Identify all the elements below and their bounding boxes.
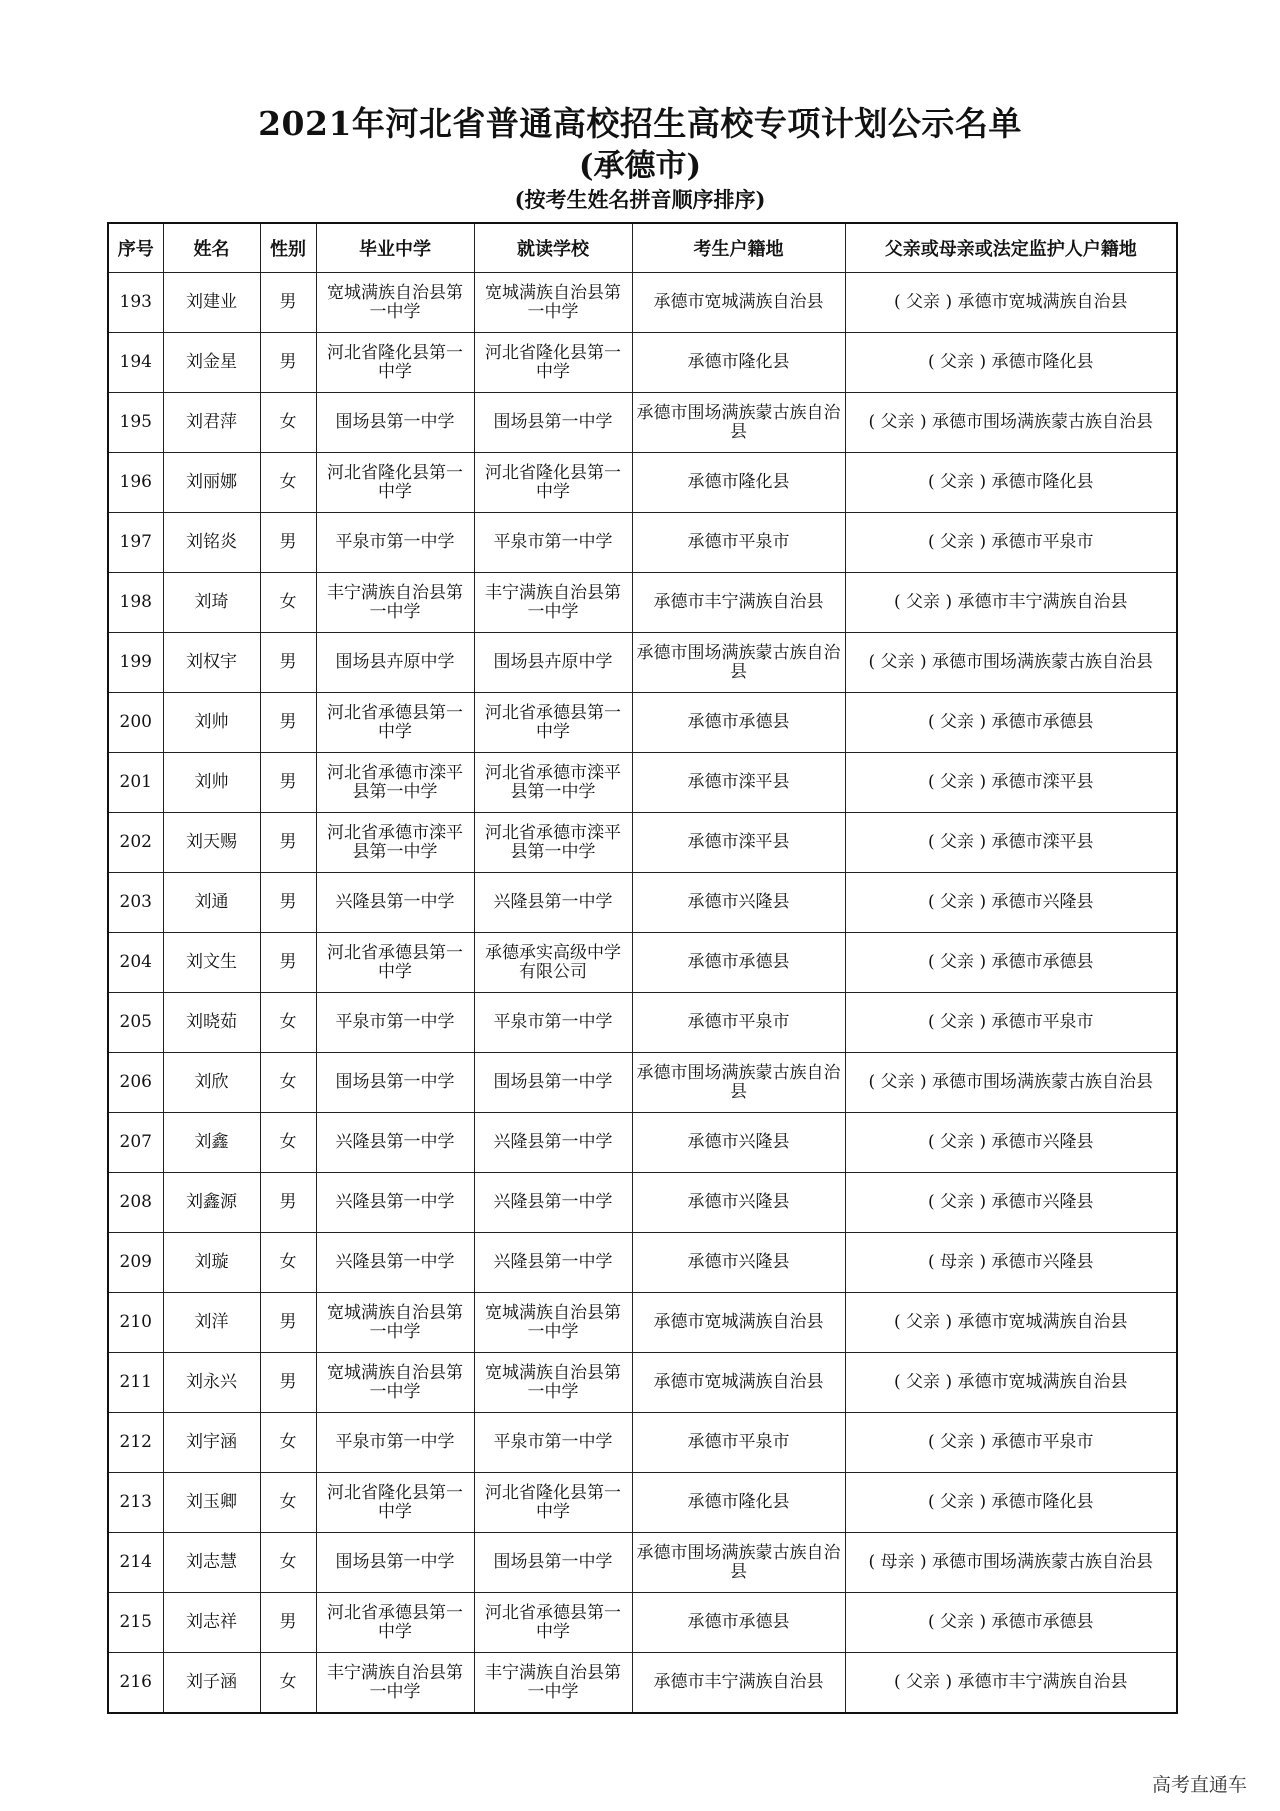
cell-name: 刘晓茹 xyxy=(163,993,260,1053)
cell-seq: 215 xyxy=(108,1593,163,1653)
cell-name: 刘铭炎 xyxy=(163,513,260,573)
cell-name: 刘洋 xyxy=(163,1293,260,1353)
document-subtitle: (承德市) xyxy=(578,148,702,184)
cell-student-hukou: 承德市围场满族蒙古族自治县 xyxy=(632,633,845,693)
table-row xyxy=(108,1233,1177,1293)
cell-seq: 193 xyxy=(108,273,163,333)
cell-gender: 男 xyxy=(260,1593,316,1653)
table-row xyxy=(108,513,1177,573)
cell-student-hukou: 承德市承德县 xyxy=(632,1593,845,1653)
header-student-hukou: 考生户籍地 xyxy=(632,223,845,273)
cell-graduated-school: 宽城满族自治县第一中学 xyxy=(316,273,474,333)
cell-gender: 男 xyxy=(260,693,316,753)
cell-guardian-hukou: ( 父亲 ) 承德市隆化县 xyxy=(845,453,1177,513)
table-row xyxy=(108,873,1177,933)
cell-gender: 男 xyxy=(260,753,316,813)
cell-graduated-school: 宽城满族自治县第一中学 xyxy=(316,1293,474,1353)
cell-student-hukou: 承德市承德县 xyxy=(632,693,845,753)
cell-guardian-hukou: ( 父亲 ) 承德市丰宁满族自治县 xyxy=(845,573,1177,633)
cell-gender: 男 xyxy=(260,513,316,573)
cell-gender: 女 xyxy=(260,453,316,513)
cell-graduated-school: 平泉市第一中学 xyxy=(316,513,474,573)
cell-graduated-school: 平泉市第一中学 xyxy=(316,993,474,1053)
cell-graduated-school: 兴隆县第一中学 xyxy=(316,873,474,933)
cell-guardian-hukou: ( 父亲 ) 承德市宽城满族自治县 xyxy=(845,1293,1177,1353)
cell-seq: 203 xyxy=(108,873,163,933)
cell-current-school: 兴隆县第一中学 xyxy=(474,873,632,933)
cell-gender: 男 xyxy=(260,1293,316,1353)
roster-table-body xyxy=(108,273,1177,1714)
cell-seq: 204 xyxy=(108,933,163,993)
cell-name: 刘权宇 xyxy=(163,633,260,693)
cell-seq: 194 xyxy=(108,333,163,393)
header-gender: 性别 xyxy=(260,223,316,273)
cell-current-school: 兴隆县第一中学 xyxy=(474,1233,632,1293)
cell-gender: 女 xyxy=(260,1413,316,1473)
cell-seq: 216 xyxy=(108,1653,163,1714)
cell-seq: 196 xyxy=(108,453,163,513)
header-guardian-hukou: 父亲或母亲或法定监护人户籍地 xyxy=(845,223,1177,273)
table-row xyxy=(108,453,1177,513)
table-row xyxy=(108,573,1177,633)
table-row xyxy=(108,753,1177,813)
cell-seq: 214 xyxy=(108,1533,163,1593)
cell-name: 刘璇 xyxy=(163,1233,260,1293)
cell-gender: 女 xyxy=(260,1113,316,1173)
cell-current-school: 河北省隆化县第一中学 xyxy=(474,1473,632,1533)
cell-name: 刘志慧 xyxy=(163,1533,260,1593)
cell-graduated-school: 河北省承德市滦平县第一中学 xyxy=(316,753,474,813)
cell-name: 刘丽娜 xyxy=(163,453,260,513)
cell-guardian-hukou: ( 父亲 ) 承德市承德县 xyxy=(845,933,1177,993)
cell-current-school: 平泉市第一中学 xyxy=(474,1413,632,1473)
cell-name: 刘建业 xyxy=(163,273,260,333)
cell-seq: 212 xyxy=(108,1413,163,1473)
cell-graduated-school: 围场县第一中学 xyxy=(316,393,474,453)
table-row xyxy=(108,813,1177,873)
table-row xyxy=(108,1053,1177,1113)
cell-name: 刘玉卿 xyxy=(163,1473,260,1533)
cell-gender: 女 xyxy=(260,993,316,1053)
cell-current-school: 宽城满族自治县第一中学 xyxy=(474,273,632,333)
cell-current-school: 河北省隆化县第一中学 xyxy=(474,453,632,513)
cell-name: 刘文生 xyxy=(163,933,260,993)
cell-graduated-school: 丰宁满族自治县第一中学 xyxy=(316,1653,474,1714)
cell-current-school: 河北省承德市滦平县第一中学 xyxy=(474,753,632,813)
cell-current-school: 兴隆县第一中学 xyxy=(474,1173,632,1233)
cell-graduated-school: 河北省承德市滦平县第一中学 xyxy=(316,813,474,873)
cell-name: 刘鑫源 xyxy=(163,1173,260,1233)
cell-gender: 男 xyxy=(260,1353,316,1413)
cell-seq: 197 xyxy=(108,513,163,573)
table-row xyxy=(108,1473,1177,1533)
cell-gender: 女 xyxy=(260,1233,316,1293)
cell-name: 刘琦 xyxy=(163,573,260,633)
cell-gender: 女 xyxy=(260,1533,316,1593)
cell-gender: 女 xyxy=(260,1053,316,1113)
cell-guardian-hukou: ( 父亲 ) 承德市平泉市 xyxy=(845,513,1177,573)
table-row xyxy=(108,1653,1177,1714)
watermark: 高考直通车 xyxy=(1151,1774,1247,1796)
cell-current-school: 河北省承德县第一中学 xyxy=(474,1593,632,1653)
cell-seq: 213 xyxy=(108,1473,163,1533)
cell-gender: 女 xyxy=(260,1473,316,1533)
cell-seq: 198 xyxy=(108,573,163,633)
cell-gender: 男 xyxy=(260,933,316,993)
cell-seq: 206 xyxy=(108,1053,163,1113)
table-row xyxy=(108,693,1177,753)
cell-guardian-hukou: ( 父亲 ) 承德市滦平县 xyxy=(845,813,1177,873)
cell-guardian-hukou: ( 父亲 ) 承德市兴隆县 xyxy=(845,1113,1177,1173)
cell-current-school: 河北省承德县第一中学 xyxy=(474,693,632,753)
cell-guardian-hukou: ( 父亲 ) 承德市平泉市 xyxy=(845,1413,1177,1473)
cell-graduated-school: 兴隆县第一中学 xyxy=(316,1233,474,1293)
cell-student-hukou: 承德市宽城满族自治县 xyxy=(632,1353,845,1413)
cell-graduated-school: 河北省承德县第一中学 xyxy=(316,693,474,753)
cell-name: 刘永兴 xyxy=(163,1353,260,1413)
cell-student-hukou: 承德市围场满族蒙古族自治县 xyxy=(632,1053,845,1113)
table-row xyxy=(108,633,1177,693)
cell-name: 刘鑫 xyxy=(163,1113,260,1173)
table-header-row xyxy=(108,223,1177,273)
cell-current-school: 围场县第一中学 xyxy=(474,1533,632,1593)
cell-current-school: 宽城满族自治县第一中学 xyxy=(474,1353,632,1413)
cell-gender: 男 xyxy=(260,873,316,933)
cell-gender: 男 xyxy=(260,273,316,333)
cell-name: 刘志祥 xyxy=(163,1593,260,1653)
cell-guardian-hukou: ( 父亲 ) 承德市承德县 xyxy=(845,1593,1177,1653)
cell-seq: 195 xyxy=(108,393,163,453)
cell-student-hukou: 承德市滦平县 xyxy=(632,813,845,873)
roster-table xyxy=(107,222,1178,1714)
cell-guardian-hukou: ( 父亲 ) 承德市兴隆县 xyxy=(845,873,1177,933)
cell-student-hukou: 承德市平泉市 xyxy=(632,1413,845,1473)
cell-graduated-school: 围场县第一中学 xyxy=(316,1053,474,1113)
header-seq: 序号 xyxy=(108,223,163,273)
cell-name: 刘通 xyxy=(163,873,260,933)
cell-student-hukou: 承德市隆化县 xyxy=(632,1473,845,1533)
table-row xyxy=(108,1533,1177,1593)
cell-name: 刘君萍 xyxy=(163,393,260,453)
cell-current-school: 丰宁满族自治县第一中学 xyxy=(474,573,632,633)
table-row xyxy=(108,1353,1177,1413)
header-current-school: 就读学校 xyxy=(474,223,632,273)
cell-guardian-hukou: ( 父亲 ) 承德市宽城满族自治县 xyxy=(845,273,1177,333)
cell-guardian-hukou: ( 父亲 ) 承德市兴隆县 xyxy=(845,1173,1177,1233)
cell-graduated-school: 宽城满族自治县第一中学 xyxy=(316,1353,474,1413)
cell-name: 刘天赐 xyxy=(163,813,260,873)
cell-current-school: 丰宁满族自治县第一中学 xyxy=(474,1653,632,1714)
cell-current-school: 平泉市第一中学 xyxy=(474,513,632,573)
cell-student-hukou: 承德市承德县 xyxy=(632,933,845,993)
cell-name: 刘帅 xyxy=(163,753,260,813)
cell-seq: 210 xyxy=(108,1293,163,1353)
cell-student-hukou: 承德市兴隆县 xyxy=(632,873,845,933)
cell-name: 刘金星 xyxy=(163,333,260,393)
cell-graduated-school: 围场县第一中学 xyxy=(316,1533,474,1593)
table-row xyxy=(108,1173,1177,1233)
cell-gender: 女 xyxy=(260,573,316,633)
cell-gender: 男 xyxy=(260,333,316,393)
cell-student-hukou: 承德市平泉市 xyxy=(632,513,845,573)
cell-student-hukou: 承德市兴隆县 xyxy=(632,1233,845,1293)
cell-gender: 男 xyxy=(260,633,316,693)
cell-seq: 200 xyxy=(108,693,163,753)
cell-seq: 205 xyxy=(108,993,163,1053)
cell-guardian-hukou: ( 父亲 ) 承德市承德县 xyxy=(845,693,1177,753)
cell-name: 刘子涵 xyxy=(163,1653,260,1714)
header-name: 姓名 xyxy=(163,223,260,273)
cell-current-school: 围场县第一中学 xyxy=(474,393,632,453)
roster-table-container xyxy=(107,222,1176,1714)
cell-current-school: 承德承实高级中学有限公司 xyxy=(474,933,632,993)
table-row xyxy=(108,333,1177,393)
cell-guardian-hukou: ( 父亲 ) 承德市平泉市 xyxy=(845,993,1177,1053)
cell-student-hukou: 承德市平泉市 xyxy=(632,993,845,1053)
cell-student-hukou: 承德市兴隆县 xyxy=(632,1173,845,1233)
cell-gender: 男 xyxy=(260,1173,316,1233)
cell-student-hukou: 承德市围场满族蒙古族自治县 xyxy=(632,1533,845,1593)
cell-student-hukou: 承德市丰宁满族自治县 xyxy=(632,1653,845,1714)
table-row xyxy=(108,273,1177,333)
cell-graduated-school: 平泉市第一中学 xyxy=(316,1413,474,1473)
table-row xyxy=(108,393,1177,453)
cell-seq: 211 xyxy=(108,1353,163,1413)
cell-guardian-hukou: ( 父亲 ) 承德市围场满族蒙古族自治县 xyxy=(845,393,1177,453)
cell-current-school: 河北省承德市滦平县第一中学 xyxy=(474,813,632,873)
cell-seq: 201 xyxy=(108,753,163,813)
cell-current-school: 兴隆县第一中学 xyxy=(474,1113,632,1173)
cell-student-hukou: 承德市兴隆县 xyxy=(632,1113,845,1173)
cell-guardian-hukou: ( 父亲 ) 承德市宽城满族自治县 xyxy=(845,1353,1177,1413)
cell-current-school: 河北省隆化县第一中学 xyxy=(474,333,632,393)
cell-current-school: 围场县第一中学 xyxy=(474,1053,632,1113)
table-row xyxy=(108,1413,1177,1473)
cell-seq: 199 xyxy=(108,633,163,693)
cell-current-school: 宽城满族自治县第一中学 xyxy=(474,1293,632,1353)
cell-graduated-school: 兴隆县第一中学 xyxy=(316,1173,474,1233)
cell-guardian-hukou: ( 父亲 ) 承德市隆化县 xyxy=(845,1473,1177,1533)
table-row xyxy=(108,1593,1177,1653)
cell-seq: 208 xyxy=(108,1173,163,1233)
cell-graduated-school: 河北省承德县第一中学 xyxy=(316,1593,474,1653)
cell-graduated-school: 河北省隆化县第一中学 xyxy=(316,333,474,393)
sort-note: (按考生姓名拼音顺序排序) xyxy=(514,187,766,212)
cell-graduated-school: 河北省隆化县第一中学 xyxy=(316,1473,474,1533)
cell-guardian-hukou: ( 父亲 ) 承德市丰宁满族自治县 xyxy=(845,1653,1177,1714)
cell-guardian-hukou: ( 父亲 ) 承德市滦平县 xyxy=(845,753,1177,813)
cell-student-hukou: 承德市宽城满族自治县 xyxy=(632,1293,845,1353)
table-row xyxy=(108,933,1177,993)
cell-gender: 女 xyxy=(260,1653,316,1714)
cell-current-school: 平泉市第一中学 xyxy=(474,993,632,1053)
cell-guardian-hukou: ( 父亲 ) 承德市围场满族蒙古族自治县 xyxy=(845,633,1177,693)
cell-student-hukou: 承德市围场满族蒙古族自治县 xyxy=(632,393,845,453)
cell-graduated-school: 围场县卉原中学 xyxy=(316,633,474,693)
cell-name: 刘帅 xyxy=(163,693,260,753)
cell-current-school: 围场县卉原中学 xyxy=(474,633,632,693)
cell-student-hukou: 承德市宽城满族自治县 xyxy=(632,273,845,333)
cell-guardian-hukou: ( 父亲 ) 承德市围场满族蒙古族自治县 xyxy=(845,1053,1177,1113)
document-title: 2021年河北省普通高校招生高校专项计划公示名单 xyxy=(258,104,1022,143)
cell-guardian-hukou: ( 母亲 ) 承德市兴隆县 xyxy=(845,1233,1177,1293)
cell-name: 刘宇涵 xyxy=(163,1413,260,1473)
cell-graduated-school: 河北省隆化县第一中学 xyxy=(316,453,474,513)
cell-graduated-school: 兴隆县第一中学 xyxy=(316,1113,474,1173)
cell-graduated-school: 河北省承德县第一中学 xyxy=(316,933,474,993)
cell-student-hukou: 承德市滦平县 xyxy=(632,753,845,813)
cell-gender: 男 xyxy=(260,813,316,873)
cell-graduated-school: 丰宁满族自治县第一中学 xyxy=(316,573,474,633)
cell-guardian-hukou: ( 父亲 ) 承德市隆化县 xyxy=(845,333,1177,393)
cell-seq: 202 xyxy=(108,813,163,873)
cell-student-hukou: 承德市隆化县 xyxy=(632,453,845,513)
cell-seq: 209 xyxy=(108,1233,163,1293)
cell-seq: 207 xyxy=(108,1113,163,1173)
cell-student-hukou: 承德市隆化县 xyxy=(632,333,845,393)
cell-student-hukou: 承德市丰宁满族自治县 xyxy=(632,573,845,633)
cell-guardian-hukou: ( 母亲 ) 承德市围场满族蒙古族自治县 xyxy=(845,1533,1177,1593)
cell-name: 刘欣 xyxy=(163,1053,260,1113)
cell-gender: 女 xyxy=(260,393,316,453)
table-row xyxy=(108,1113,1177,1173)
header-graduated-school: 毕业中学 xyxy=(316,223,474,273)
table-row xyxy=(108,1293,1177,1353)
table-row xyxy=(108,993,1177,1053)
